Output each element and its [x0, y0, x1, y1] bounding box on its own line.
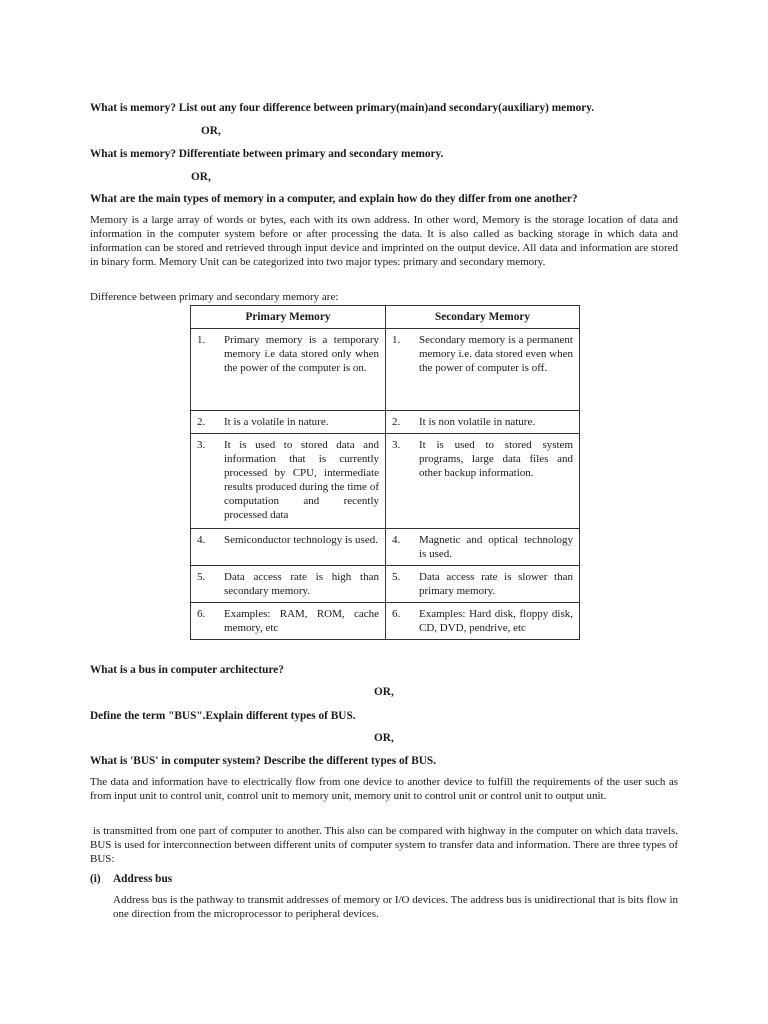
item-number: 2.: [197, 416, 206, 428]
secondary-text: It is used to stored system programs, large data files and other backup information.: [419, 439, 573, 479]
question-bus-1: What is a bus in computer architecture?: [90, 664, 284, 676]
primary-text: Data access rate is high than secondary memory.: [224, 571, 379, 597]
secondary-cell: [386, 566, 580, 603]
question-bus-2: Define the term "BUS".Explain different types of BUS.: [90, 710, 356, 722]
bus-intro-paragraph: The data and information have to electrically flow from one device to another device to fulfill the requirements of the user such as from input unit to control unit, control unit to memory unit, memory unit to control unit or control unit to output unit.: [90, 776, 678, 802]
or-separator: OR,: [191, 171, 211, 183]
item-number: 2.: [392, 416, 401, 428]
secondary-text: Data access rate is slower than primary memory.: [419, 571, 573, 597]
address-bus-paragraph: Address bus is the pathway to transmit addresses of memory or I/O devices. The address bus is unidirectional that is bits flow in one direction from the microprocessor to peripheral devices.: [113, 894, 678, 920]
table-row: [191, 434, 580, 529]
header-primary-memory: Primary Memory: [191, 306, 386, 329]
item-number: 5.: [392, 571, 401, 583]
primary-text: It is used to stored data and information that is currently processed by CPU, intermediate results produced during the time of computation and recently processed data: [224, 439, 379, 521]
difference-intro: Difference between primary and secondary memory are:: [90, 291, 339, 303]
address-bus-heading: [90, 873, 172, 885]
table-row: [191, 329, 580, 411]
item-number: 1.: [392, 334, 401, 346]
item-number: 4.: [392, 534, 401, 546]
or-separator: OR,: [374, 686, 394, 698]
primary-text: Examples: RAM, ROM, cache memory, etc: [224, 608, 379, 634]
secondary-cell: [386, 529, 580, 566]
secondary-cell: [386, 603, 580, 640]
secondary-text: Examples: Hard disk, floppy disk, CD, DVD, pendrive, etc: [419, 608, 573, 634]
secondary-text: It is non volatile in nature.: [419, 416, 536, 428]
question-bus-3: What is 'BUS' in computer system? Describe the different types of BUS.: [90, 755, 437, 767]
address-bus-title: Address bus: [113, 873, 173, 885]
primary-cell: [191, 529, 386, 566]
memory-comparison-table: [190, 305, 580, 640]
primary-text: Primary memory is a temporary memory i.e data stored only when the power of the computer is on.: [224, 334, 379, 374]
primary-cell: [191, 603, 386, 640]
primary-cell: [191, 434, 386, 529]
item-number: 5.: [197, 571, 206, 583]
item-number: 1.: [197, 334, 206, 346]
bus-description-paragraph: is transmitted from one part of computer to another. This also can be compared with highway in the computer on which data travels. BUS is used for interconnection between different units of computer system to transfer data and information. There are three types of BUS:: [90, 825, 681, 865]
header-secondary-memory: Secondary Memory: [386, 306, 580, 329]
item-number: 3.: [392, 439, 401, 451]
secondary-cell: [386, 434, 580, 529]
item-number: 3.: [197, 439, 206, 451]
secondary-text: Magnetic and optical technology is used.: [419, 534, 573, 560]
or-separator: OR,: [201, 125, 221, 137]
primary-cell: [191, 329, 386, 411]
item-number: 6.: [197, 608, 206, 620]
primary-cell: [191, 566, 386, 603]
item-number: 6.: [392, 608, 401, 620]
roman-numeral: (i): [90, 873, 101, 885]
primary-text: It is a volatile in nature.: [224, 416, 329, 428]
table-row: [191, 603, 580, 640]
memory-definition-paragraph: Memory is a large array of words or bytes, each with its own address. In other word, Memory is the storage location of data and information in the computer system before or after processing the data. It is also called as backing storage in which data and information can be stored and retrieved through input device and imprinted on the output device. All data and information are stored in binary form. Memory Unit can be categorized into two major types: primary and secondary memory.: [90, 214, 678, 268]
primary-cell: [191, 411, 386, 434]
table-row: [191, 529, 580, 566]
table-row: [191, 566, 580, 603]
item-number: 4.: [197, 534, 206, 546]
question-memory-1: What is memory? List out any four difference between primary(main)and secondary(auxiliary) memory.: [90, 102, 595, 114]
table-row: [191, 411, 580, 434]
primary-text: Semiconductor technology is used.: [224, 534, 378, 546]
secondary-cell: [386, 329, 580, 411]
or-separator: OR,: [374, 732, 394, 744]
secondary-text: Secondary memory is a permanent memory i.e. data stored even when the power of computer is off.: [419, 334, 573, 374]
question-memory-3: What are the main types of memory in a computer, and explain how do they differ from one another?: [90, 193, 578, 205]
secondary-cell: [386, 411, 580, 434]
question-memory-2: What is memory? Differentiate between primary and secondary memory.: [90, 148, 444, 160]
